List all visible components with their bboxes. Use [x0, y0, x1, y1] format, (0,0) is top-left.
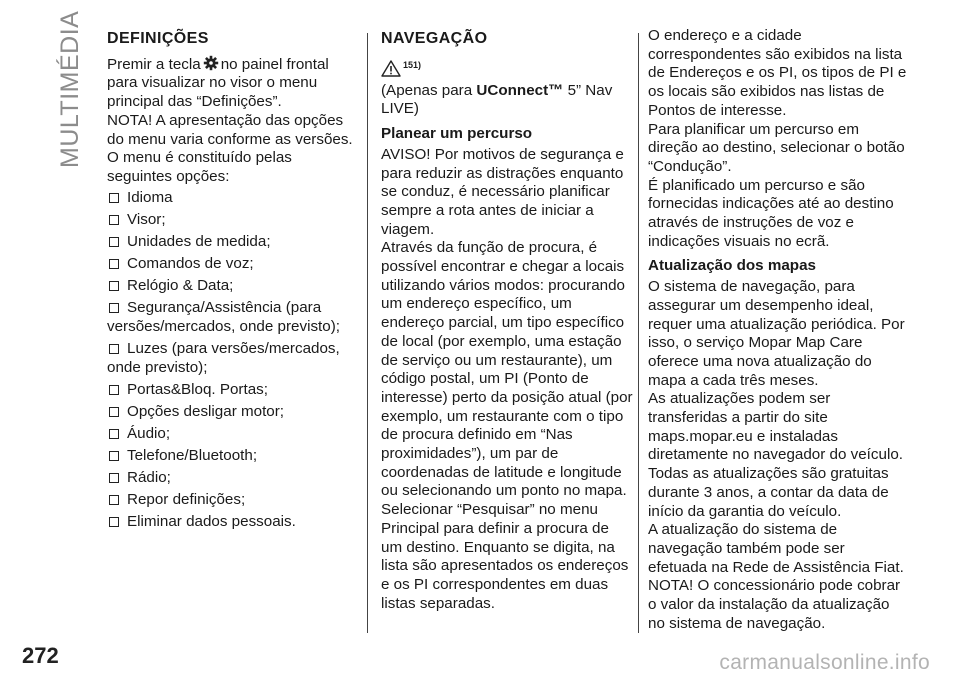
list-item: Unidades de medida; [107, 233, 361, 252]
list-item: Rádio; [107, 469, 361, 488]
bullet-square-icon [109, 344, 119, 354]
column-navegacao-cont [648, 27, 908, 634]
watermark: carmanualsonline.info [719, 651, 930, 674]
column-definicoes [107, 22, 361, 535]
maps-update-title: Atualização dos mapas [648, 257, 816, 275]
column-divider [638, 33, 639, 633]
list-item: Repor definições; [107, 491, 361, 510]
list-item: Segurança/Assistência (para versões/mercados, onde previsto); [107, 299, 340, 335]
definicoes-intro: Premir a tecla no painel frontal para visualizar no visor o menu principal das “Definições”. [107, 55, 329, 111]
column-navegacao [381, 22, 634, 613]
list-item: Comandos de voz; [107, 255, 361, 274]
warning-ref-number: 151) [403, 60, 422, 70]
address-list-paragraph: O endereço e a cidade correspondentes são exibidos na lista de Endereços e os PI, os tipos de PI e os locais são exibidos nas listas de Pontos de interesse. [648, 27, 907, 119]
bullet-square-icon [109, 385, 119, 395]
bullet-square-icon [109, 451, 119, 461]
list-item: Luzes (para versões/mercados, onde previsto); [107, 339, 340, 376]
warning-reference [381, 55, 634, 77]
list-item: Eliminar dados pessoais. [107, 513, 361, 532]
bullet-square-icon [109, 215, 119, 225]
bullet-square-icon [109, 237, 119, 247]
bullet-square-icon [109, 303, 119, 313]
definicoes-menu-intro: O menu é constituído pelas seguintes opções: [107, 149, 292, 185]
bullet-square-icon [109, 473, 119, 483]
bullet-square-icon [109, 517, 119, 527]
list-item: Relógio & Data; [107, 277, 361, 296]
plan-drive-paragraph: Para planificar um percurso em direção ao destino, selecionar o botão “Condução”. [648, 120, 905, 175]
definicoes-heading: DEFINIÇÕES [107, 30, 209, 47]
plan-route-search-instructions: Selecionar “Pesquisar” no menu Principal para definir a procura de um destino. Enquanto se digita, na lista são apresentados os endereços e os PI correspondentes em duas listas separadas. [381, 501, 629, 612]
column-divider [367, 33, 368, 633]
navegacao-heading: NAVEGAÇÃO [381, 30, 488, 47]
maps-update-paragraph: O sistema de navegação, para assegurar um desempenho ideal, requer uma atualização periódica. Por isso, o serviço Mopar Map Care oferece uma nova atualização do mapa a cada três meses. [648, 278, 905, 389]
section-side-label: MULTIMÉDIA [56, 10, 84, 168]
list-item: Áudio; [107, 425, 361, 444]
plan-route-search-modes: Através da função de procura, é possível encontrar e chegar a locais utilizando vários modos: procurando um endereço específico, um endereço parcial, um tipo específico de local (por exemplo, uma estação de serviço ou um restaurante), um código postal, um PI (Ponto de interesse) perto da posição atual (por exemplo, um restaurante com o tipo de procura definido em “Nas proximidades”), um par de coordenadas de latitude e longitude ou selecionando um ponto no mapa. [381, 239, 633, 500]
maps-note-paragraph: NOTA! O concessionário pode cobrar o valor da instalação da atualização no sistema de navegação. [648, 577, 901, 632]
list-item: Visor; [107, 211, 361, 230]
warning-triangle-icon [381, 60, 401, 77]
maps-dealer-paragraph: A atualização do sistema de navegação também pode ser efetuada na Rede de Assistência Fiat. [648, 521, 904, 576]
brand-name: UConnect™ [476, 81, 564, 99]
bullet-square-icon [109, 193, 119, 203]
definicoes-note: NOTA! A apresentação das opções do menu varia conforme as versões. [107, 111, 353, 148]
bullet-square-icon [109, 259, 119, 269]
list-item: Idioma [107, 189, 361, 208]
bullet-square-icon [109, 429, 119, 439]
list-item: Telefone/Bluetooth; [107, 447, 361, 466]
route-guidance-paragraph: É planificado um percurso e são fornecidas indicações até ao destino através de instruções de voz e indicações visuais no ecrã. [648, 176, 894, 250]
list-item: Opções desligar motor; [107, 403, 361, 422]
plan-route-warning: AVISO! Por motivos de segurança e para reduzir as distrações enquanto se conduz, é necessário planificar sempre a rota antes de iniciar a viagem. [381, 145, 624, 238]
bullet-square-icon [109, 407, 119, 417]
page-number: 272 [22, 643, 59, 668]
gear-icon [201, 55, 221, 71]
plan-route-title: Planear um percurso [381, 125, 533, 143]
navegacao-availability: (Apenas para UConnect™ 5” Nav LIVE) [381, 81, 613, 118]
maps-download-paragraph: As atualizações podem ser transferidas a partir do site maps.mopar.eu e instaladas diretamente no navegador do veículo. Todas as atualizações são gratuitas durante 3 anos, a contar da data de início da garantia do veículo. [648, 390, 903, 520]
bullet-square-icon [109, 495, 119, 505]
bullet-square-icon [109, 281, 119, 291]
list-item: Portas&Bloq. Portas; [107, 381, 361, 400]
definicoes-options-list [107, 189, 361, 532]
